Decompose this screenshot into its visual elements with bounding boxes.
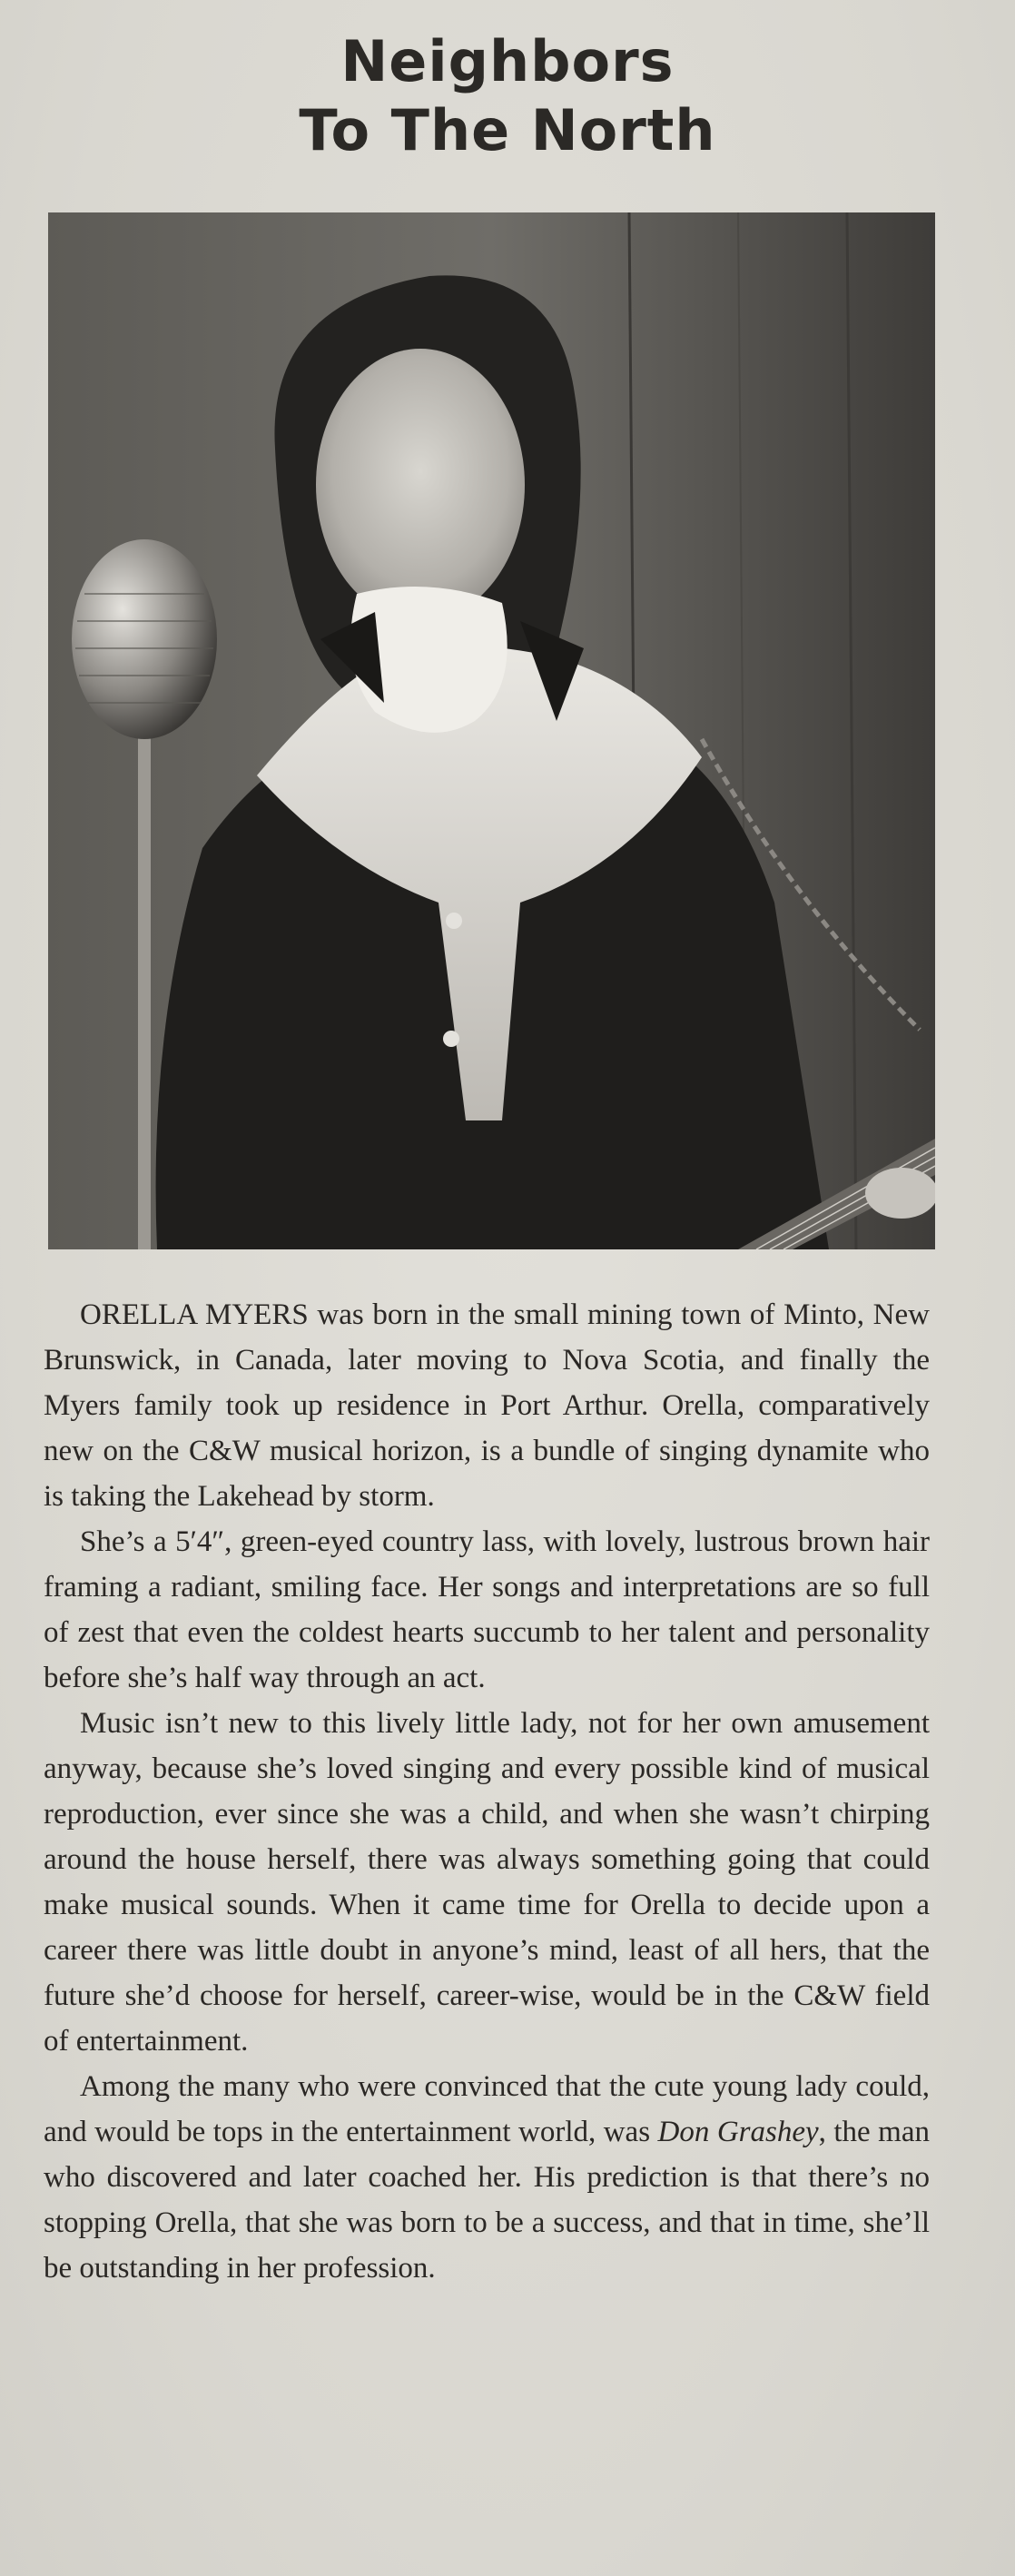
- article-paragraph-1: ORELLA MYERS was born in the small mining town of Minto, New Brunswick, in Canada, later moving to Nova Scotia, and finally the Myers family took up residence in Port Arthur. Orella, comparatively new on the C&W musical horizon, is a bundle of singing dynamite who is taking the Lakehead by storm.: [44, 1298, 930, 1513]
- headline-line-1: Neighbors: [340, 28, 675, 94]
- paragraph-4-text-after: , the man who discovered and later coached her. His prediction is that there’s no stopping Orella, that she was born to be a success, and that in time, she’ll be outstanding in her profession.: [44, 2116, 930, 2285]
- person-name: Don Grashey: [657, 2116, 819, 2148]
- article-paragraph-4: [44, 2064, 930, 2291]
- paragraph-4-text-before: Among the many who were convinced that the cute young lady could, and would be tops in the entertainment world, was: [44, 2070, 930, 2148]
- headline-line-2: To The North: [299, 97, 716, 163]
- article-body: [44, 1292, 930, 2291]
- article-paragraph-2: She’s a 5′4″, green-eyed country lass, with lovely, lustrous brown hair framing a radiant, smiling face. Her songs and interpretations are so full of zest that even the coldest hearts succumb to her talent and personality before she’s half way through an act.: [44, 1525, 930, 1694]
- article-paragraph-3: Music isn’t new to this lively little lady, not for her own amusement anyway, because she’s loved singing and every possible kind of musical reproduction, ever since she was a child, and when she wasn’t chirping around the house herself, there was always something going that could make musical sounds. When it came time for Orella to decide upon a career there was little doubt in anyone’s mind, least of all hers, that the future she’d choose for herself, career-wise, would be in the C&W field of entertainment.: [44, 1707, 930, 2058]
- portrait-photo: [48, 212, 935, 1249]
